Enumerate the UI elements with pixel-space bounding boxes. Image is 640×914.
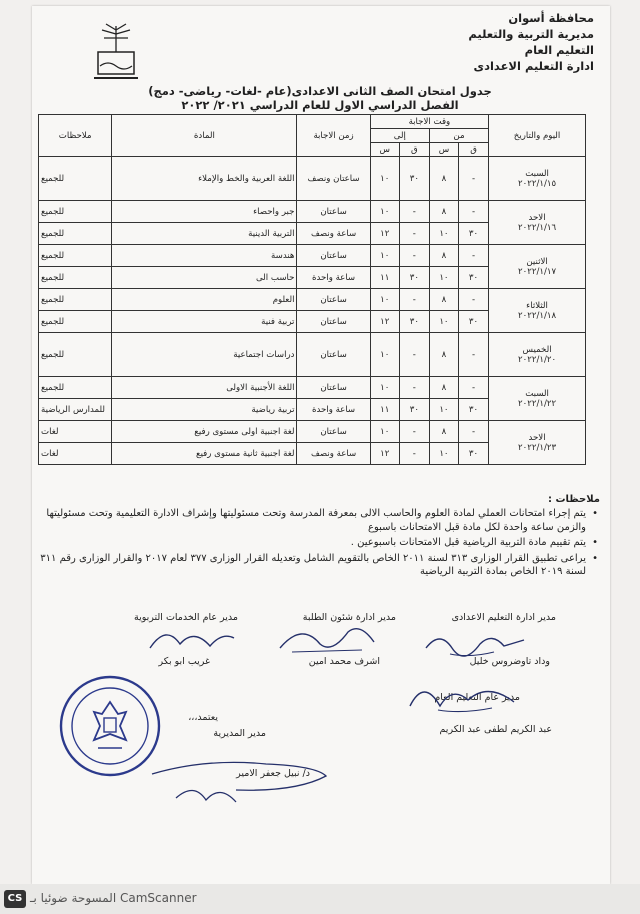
duration-cell: ساعتان [297, 289, 370, 311]
duration-cell: ساعة واحدة [297, 267, 370, 289]
from-minute-cell: ٣٠ [458, 399, 488, 421]
subject-cell: لغة اجنبية اولى مستوى رفيع [112, 421, 297, 443]
note-cell: للجميع [39, 377, 112, 399]
official-seal-stamp [58, 674, 162, 778]
schedule-title: جدول امتحان الصف الثانى الاعدادى(عام -لغات- رياضى- دمج) [148, 84, 492, 98]
from-hour-cell: ٨ [429, 377, 458, 399]
subject-cell: اللغة العربية والخط والإملاء [112, 157, 297, 201]
from-hour-cell: ٨ [429, 201, 458, 223]
scanner-footer [0, 884, 640, 914]
exam-date: ٢٠٢٢/١/١٥ [518, 178, 557, 189]
subject-cell: دراسات اجتماعية [112, 333, 297, 377]
day-date-cell [489, 157, 586, 201]
subject-cell: تربية رياضية [112, 399, 297, 421]
to-minute-cell: ٣٠ [399, 399, 429, 421]
header-subject: المادة [112, 115, 297, 157]
day-name: الاحد [528, 212, 546, 223]
day-date-cell [489, 421, 586, 465]
handwritten-signature-approval [146, 752, 336, 810]
note-item: • يتم تقييم مادة التربية الرياضية قبل الامتحانات باسبوعين . [40, 536, 586, 550]
day-name: الثلاثاء [526, 300, 548, 311]
note-cell: للجميع [39, 245, 112, 267]
to-minute-cell: - [399, 223, 429, 245]
day-date-cell [489, 289, 586, 333]
day-name: الاثنين [526, 256, 548, 267]
header-line-directorate: مديرية التربية والتعليم [468, 27, 594, 41]
approval-name: د/ نبيل جعفر الامير [236, 768, 310, 779]
schedule-row [39, 421, 586, 443]
to-minute-cell: - [399, 443, 429, 465]
subject-cell: اللغة الأجنبية الاولى [112, 377, 297, 399]
from-hour-cell: ١٠ [429, 311, 458, 333]
from-minute-cell: ٣٠ [458, 267, 488, 289]
subject-cell: تربية فنية [112, 311, 297, 333]
to-minute-cell: ٣٠ [399, 311, 429, 333]
to-hour-cell: ١٠ [370, 157, 399, 201]
from-hour-cell: ١٠ [429, 443, 458, 465]
camscanner-watermark-text: المسوحة ضوئيا بـ CamScanner [30, 891, 197, 905]
aswan-governorate-logo [92, 22, 140, 82]
header-line-prep-administration: ادارة التعليم الاعدادى [473, 59, 594, 73]
to-minute-cell: ٣٠ [399, 267, 429, 289]
note-cell: للجميع [39, 311, 112, 333]
duration-cell: ساعة ونصف [297, 223, 370, 245]
signature-name-affairs-director: اشرف محمد امين [308, 656, 380, 667]
camscanner-logo: CS [4, 890, 26, 908]
signature-title-affairs-director: مدير ادارة شئون الطلبة [302, 612, 396, 623]
to-minute-cell: - [399, 201, 429, 223]
from-minute-cell: ٣٠ [458, 311, 488, 333]
schedule-row [39, 289, 586, 311]
exam-date: ٢٠٢٢/١/١٧ [518, 266, 557, 277]
duration-cell: ساعتان [297, 245, 370, 267]
from-hour-cell: ١٠ [429, 223, 458, 245]
from-minute-cell: - [458, 201, 488, 223]
from-hour-cell: ٨ [429, 157, 458, 201]
duration-cell: ساعتان [297, 377, 370, 399]
subject-cell: هندسة [112, 245, 297, 267]
note-cell: للجميع [39, 201, 112, 223]
exam-date: ٢٠٢٢/١/٢٢ [518, 398, 557, 409]
duration-cell: ساعتان [297, 333, 370, 377]
note-cell: للجميع [39, 289, 112, 311]
from-hour-cell: ٨ [429, 245, 458, 267]
duration-cell: ساعة ونصف [297, 443, 370, 465]
note-cell: للمدارس الرياضية [39, 399, 112, 421]
from-minute-cell: - [458, 377, 488, 399]
from-minute-cell: - [458, 289, 488, 311]
notes-section [40, 494, 600, 581]
subject-cell: جبر واحصاء [112, 201, 297, 223]
header-notes: ملاحظات [39, 115, 112, 157]
handwritten-signature-affairs [272, 620, 382, 656]
subject-cell: التربية الدينية [112, 223, 297, 245]
signature-name-prep-director: وداد تاوضروس خليل [469, 656, 550, 667]
approval-label: يعتمد،،، [188, 712, 218, 723]
handwritten-signature-general [402, 676, 522, 716]
header-to-min: ق [399, 143, 429, 157]
schedule-row [39, 201, 586, 223]
from-hour-cell: ١٠ [429, 267, 458, 289]
exam-schedule-table [38, 114, 586, 465]
duration-cell: ساعتان [297, 311, 370, 333]
to-hour-cell: ١٢ [370, 443, 399, 465]
schedule-subtitle: الفصل الدراسي الاول للعام الدراسي ٢٠٢١/ ٢٠٢٢ [181, 98, 459, 112]
handwritten-signature-services [140, 618, 240, 656]
duration-cell: ساعة واحدة [297, 399, 370, 421]
approval-title: مدير المديرية [213, 728, 266, 739]
note-item: • يراعى تطبيق القرار الوزارى ٣١٣ لسنة ٢٠١١ الخاص بالتقويم الشامل وتعديله القرار الوزارى ٣٧٧ لعام ٢٠١٧ والقرار الوزارى رقم ٣١١ لسنة ٢٠١٩ الخاص بمادة التربية الرياضية [40, 552, 586, 579]
notes-list [40, 507, 600, 579]
note-item: • يتم إجراء امتحانات العملي لمادة العلوم والحاسب الالى بمعرفة المدرسة وتحت مسئوليتها وإشراف الادارة التعليمية وتحت مسئوليتها والزمن ساعة واحدة لكل مادة قبل الامتحانات باسبوع [40, 507, 586, 534]
duration-cell: ساعتان [297, 201, 370, 223]
to-minute-cell: - [399, 245, 429, 267]
to-minute-cell: - [399, 333, 429, 377]
from-minute-cell: ٣٠ [458, 223, 488, 245]
exam-schedule-body [39, 157, 586, 465]
header-line-governorate: محافظة أسوان [508, 11, 594, 25]
signature-title-general-director: مدير عام التعليم العام [434, 692, 520, 703]
subject-cell: لغة اجنبية ثانية مستوى رفيع [112, 443, 297, 465]
duration-cell: ساعتان [297, 421, 370, 443]
document-header [468, 10, 594, 74]
schedule-row [39, 377, 586, 399]
to-hour-cell: ١٠ [370, 421, 399, 443]
schedule-row [39, 157, 586, 201]
to-minute-cell: ٣٠ [399, 157, 429, 201]
to-hour-cell: ١١ [370, 267, 399, 289]
day-name: الاحد [528, 432, 546, 443]
header-day-date: اليوم والتاريخ [489, 115, 586, 157]
from-minute-cell: - [458, 157, 488, 201]
to-minute-cell: - [399, 421, 429, 443]
from-minute-cell: - [458, 245, 488, 267]
from-minute-cell: ٣٠ [458, 443, 488, 465]
from-hour-cell: ٨ [429, 289, 458, 311]
note-cell: للجميع [39, 267, 112, 289]
day-name: السبت [525, 168, 549, 179]
header-duration: زمن الاجابة [297, 115, 370, 157]
signature-name-general-director: عبد الكريم لطفى عبد الكريم [439, 724, 552, 735]
day-date-cell [489, 201, 586, 245]
handwritten-signature-prep [420, 626, 530, 660]
notes-title: ملاحظات : [547, 494, 600, 505]
subject-cell: العلوم [112, 289, 297, 311]
day-date-cell [489, 333, 586, 377]
exam-date: ٢٠٢٢/١/٢٠ [518, 354, 557, 365]
header-from-min: ق [458, 143, 488, 157]
from-minute-cell: - [458, 333, 488, 377]
to-hour-cell: ١٠ [370, 333, 399, 377]
from-minute-cell: - [458, 421, 488, 443]
document-titles [0, 84, 640, 112]
header-from-hour: س [429, 143, 458, 157]
to-hour-cell: ١٢ [370, 311, 399, 333]
day-name: السبت [525, 388, 549, 399]
signature-title-prep-director: مدير ادارة التعليم الاعدادى [451, 612, 556, 623]
header-line-general-education: التعليم العام [524, 43, 594, 57]
to-hour-cell: ١٠ [370, 377, 399, 399]
to-minute-cell: - [399, 289, 429, 311]
note-cell: للجميع [39, 333, 112, 377]
to-hour-cell: ١٠ [370, 201, 399, 223]
note-cell: لغات [39, 443, 112, 465]
header-to: إلى [370, 129, 429, 143]
note-cell: للجميع [39, 157, 112, 201]
note-cell: للجميع [39, 223, 112, 245]
exam-date: ٢٠٢٢/١/٢٣ [518, 442, 557, 453]
signature-name-services-director: غريب ابو بكر [158, 656, 210, 667]
to-hour-cell: ١٠ [370, 289, 399, 311]
duration-cell: ساعتان ونصف [297, 157, 370, 201]
exam-date: ٢٠٢٢/١/١٦ [518, 222, 557, 233]
from-hour-cell: ٨ [429, 333, 458, 377]
from-hour-cell: ١٠ [429, 399, 458, 421]
to-hour-cell: ١٠ [370, 245, 399, 267]
exam-date: ٢٠٢٢/١/١٨ [518, 310, 557, 321]
to-minute-cell: - [399, 377, 429, 399]
day-name: الخميس [522, 344, 552, 355]
signature-title-services-director: مدير عام الخدمات التربوية [134, 612, 238, 623]
day-date-cell [489, 245, 586, 289]
to-hour-cell: ١١ [370, 399, 399, 421]
header-time: وقت الاجابة [370, 115, 488, 129]
schedule-row [39, 245, 586, 267]
schedule-row [39, 333, 586, 377]
header-from: من [429, 129, 488, 143]
from-hour-cell: ٨ [429, 421, 458, 443]
subject-cell: حاسب الى [112, 267, 297, 289]
to-hour-cell: ١٢ [370, 223, 399, 245]
day-date-cell [489, 377, 586, 421]
header-to-hour: س [370, 143, 399, 157]
note-cell: لغات [39, 421, 112, 443]
